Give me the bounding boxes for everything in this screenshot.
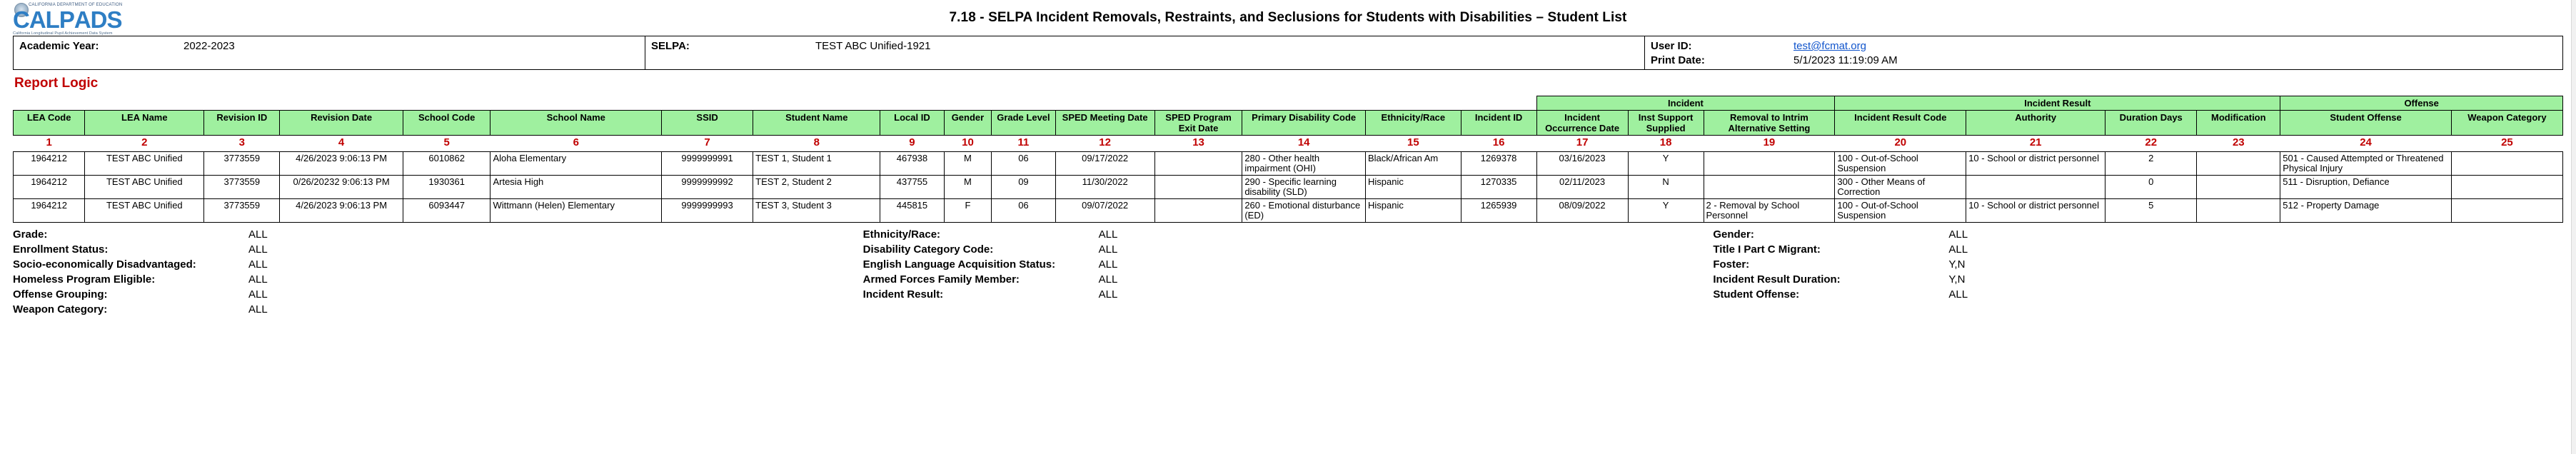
cell-student-name: TEST 2, Student 2 (753, 176, 880, 199)
cell-incident-result-code: 100 - Out-of-School Suspension (1835, 199, 1966, 223)
col-number-11: 11 (992, 136, 1055, 152)
cell-sped-program-exit-date (1154, 152, 1242, 176)
col-number-9: 9 (880, 136, 944, 152)
cell-sped-meeting-date: 09/17/2022 (1055, 152, 1154, 176)
col-number-12: 12 (1055, 136, 1154, 152)
cell-student-offense: 501 - Caused Attempted or Threatened Physical Injury (2280, 152, 2452, 176)
cell-ssid: 9999999991 (662, 152, 753, 176)
cell-gender: M (944, 176, 992, 199)
col-header-incident-result-code[interactable]: Incident Result Code (1835, 111, 1966, 136)
cell-school-code: 1930361 (403, 176, 490, 199)
cell-local-id: 445815 (880, 199, 944, 223)
report-info-band (13, 36, 2563, 70)
col-number-15: 15 (1366, 136, 1461, 152)
logo-word-main: CALP (13, 6, 74, 33)
col-header-lea-name[interactable]: LEA Name (85, 111, 204, 136)
cell-gender: F (944, 199, 992, 223)
cell-incident-result-code: 100 - Out-of-School Suspension (1835, 152, 1966, 176)
filter-row-title-i-part-c-migrant (1713, 242, 2549, 257)
col-header-modification[interactable]: Modification (2197, 111, 2280, 136)
col-number-13: 13 (1154, 136, 1242, 152)
filter-value-armed-forces-family-member: ALL (1098, 273, 1118, 286)
table-row[interactable] (14, 199, 2563, 223)
filter-value-homeless-program-eligible: ALL (248, 273, 268, 286)
filter-row-socio-economically-disadvantaged (13, 257, 849, 272)
col-header-incident-id[interactable]: Incident ID (1461, 111, 1536, 136)
cell-ssid: 9999999992 (662, 176, 753, 199)
filter-row-armed-forces-family-member (863, 272, 1699, 287)
user-id-label: User ID: (1651, 40, 1692, 52)
col-number-22: 22 (2105, 136, 2197, 152)
table-column-number-row (14, 136, 2563, 152)
cell-primary-disability-code: 260 - Emotional disturbance (ED) (1242, 199, 1366, 223)
logo-word-alt: ADS (74, 6, 122, 33)
cell-school-name: Artesia High (490, 176, 662, 199)
filter-row-incident-result (863, 287, 1699, 302)
filter-label-disability-category-code: Disability Category Code: (862, 243, 994, 256)
cell-modification (2197, 199, 2280, 223)
filter-label-socio-economically-disadvantaged: Socio-economically Disadvantaged: (13, 258, 196, 271)
group-header-incident: Incident (1536, 96, 1835, 111)
filter-row-enrollment-status (13, 242, 849, 257)
filter-column-2 (863, 227, 1714, 317)
col-header-sped-meeting-date[interactable]: SPED Meeting Date (1055, 111, 1154, 136)
col-header-school-code[interactable]: School Code (403, 111, 490, 136)
col-header-lea-code[interactable]: LEA Code (14, 111, 85, 136)
cell-revision-date: 4/26/2023 9:06:13 PM (280, 199, 403, 223)
col-number-24: 24 (2280, 136, 2452, 152)
col-header-revision-date[interactable]: Revision Date (280, 111, 403, 136)
col-header-primary-disability-code[interactable]: Primary Disability Code (1242, 111, 1366, 136)
filter-label-grade: Grade: (13, 228, 48, 241)
cell-modification (2197, 176, 2280, 199)
filter-row-homeless-program-eligible (13, 272, 849, 287)
selpa-value: TEST ABC Unified-1921 (815, 40, 931, 52)
col-number-18: 18 (1628, 136, 1704, 152)
col-header-gender[interactable]: Gender (944, 111, 992, 136)
cell-revision-id: 3773559 (204, 199, 280, 223)
page-title: 7.18 - SELPA Incident Removals, Restraints, and Seclusions for Students with Disabilities – Student List (949, 10, 1627, 25)
cell-primary-disability-code: 290 - Specific learning disability (SLD) (1242, 176, 1366, 199)
cell-incident-occurrence-date: 03/16/2023 (1536, 152, 1628, 176)
logo-wordmark (13, 8, 191, 31)
cell-incident-result-code: 300 - Other Means of Correction (1835, 176, 1966, 199)
cell-sped-program-exit-date (1154, 176, 1242, 199)
filter-label-enrollment-status: Enrollment Status: (13, 243, 109, 256)
col-header-ssid[interactable]: SSID (662, 111, 753, 136)
col-header-duration-days[interactable]: Duration Days (2105, 111, 2197, 136)
filter-value-ethnicity-race: ALL (1098, 228, 1118, 241)
col-header-school-name[interactable]: School Name (490, 111, 662, 136)
user-id-value (1793, 39, 2557, 54)
cell-incident-occurrence-date: 08/09/2022 (1536, 199, 1628, 223)
table-row[interactable] (14, 152, 2563, 176)
group-header-blank (14, 96, 1537, 111)
cell-student-offense: 512 - Property Damage (2280, 199, 2452, 223)
cell-authority: 10 - School or district personnel (1966, 152, 2105, 176)
cell-school-code: 6010862 (403, 152, 490, 176)
col-header-student-offense[interactable]: Student Offense (2280, 111, 2452, 136)
cell-school-name: Wittmann (Helen) Elementary (490, 199, 662, 223)
cell-lea-name: TEST ABC Unified (85, 152, 204, 176)
filter-column-1 (13, 227, 863, 317)
cell-inst-support-supplied: N (1628, 176, 1704, 199)
table-row[interactable] (14, 176, 2563, 199)
selpa-label: SELPA: (651, 40, 690, 52)
logo-department-line: CALIFORNIA DEPARTMENT OF EDUCATION (29, 3, 123, 7)
cell-duration-days: 0 (2105, 176, 2197, 199)
user-email-link[interactable]: test@fcmat.org (1793, 40, 1866, 52)
filter-label-ethnicity-race: Ethnicity/Race: (862, 228, 941, 241)
filter-row-offense-grouping (13, 287, 849, 302)
cell-ethnicity-race: Hispanic (1366, 176, 1461, 199)
filter-value-gender: ALL (1948, 228, 1968, 241)
cell-revision-id: 3773559 (204, 176, 280, 199)
filter-label-homeless-program-eligible: Homeless Program Eligible: (13, 273, 156, 286)
col-number-21: 21 (1966, 136, 2105, 152)
col-number-7: 7 (662, 136, 753, 152)
filter-label-armed-forces-family-member: Armed Forces Family Member: (862, 273, 1020, 286)
cell-authority (1966, 176, 2105, 199)
group-header-incident-result: Incident Result (1835, 96, 2280, 111)
filter-column-3 (1713, 227, 2563, 317)
info-cell-user (1645, 36, 2562, 69)
academic-year-value: 2022-2023 (183, 40, 235, 52)
table-column-header-row (14, 111, 2563, 136)
col-header-student-name[interactable]: Student Name (753, 111, 880, 136)
cell-removal-to-interim (1704, 176, 1835, 199)
filter-summary (13, 227, 2563, 317)
cell-sped-program-exit-date (1154, 199, 1242, 223)
col-number-16: 16 (1461, 136, 1536, 152)
print-date-value: 5/1/2023 11:19:09 AM (1793, 54, 1898, 66)
cell-student-name: TEST 3, Student 3 (753, 199, 880, 223)
cell-weapon-category (2451, 152, 2562, 176)
cell-lea-name: TEST ABC Unified (85, 176, 204, 199)
col-number-4: 4 (280, 136, 403, 152)
col-number-20: 20 (1835, 136, 1966, 152)
filter-label-offense-grouping: Offense Grouping: (13, 288, 108, 301)
filter-value-incident-result-duration: Y,N (1948, 273, 1966, 286)
cell-grade-level: 06 (992, 199, 1055, 223)
cell-sped-meeting-date: 11/30/2022 (1055, 176, 1154, 199)
filter-row-incident-result-duration (1713, 272, 2549, 287)
col-header-local-id[interactable]: Local ID (880, 111, 944, 136)
col-number-6: 6 (490, 136, 662, 152)
cell-local-id: 437755 (880, 176, 944, 199)
cell-sped-meeting-date: 09/07/2022 (1055, 199, 1154, 223)
filter-row-english-language-acquisition-status (863, 257, 1699, 272)
filter-row-student-offense (1713, 287, 2549, 302)
filter-label-incident-result-duration: Incident Result Duration: (1713, 273, 1841, 286)
academic-year-label: Academic Year: (19, 40, 99, 52)
col-number-19: 19 (1704, 136, 1835, 152)
cell-school-name: Aloha Elementary (490, 152, 662, 176)
cell-authority: 10 - School or district personnel (1966, 199, 2105, 223)
filter-value-disability-category-code: ALL (1098, 243, 1118, 256)
report-header (13, 0, 2563, 36)
cell-removal-to-interim (1704, 152, 1835, 176)
filter-value-foster: Y,N (1948, 258, 1966, 271)
col-number-17: 17 (1536, 136, 1628, 152)
col-number-25: 25 (2451, 136, 2562, 152)
cell-student-name: TEST 1, Student 1 (753, 152, 880, 176)
cell-incident-id: 1265939 (1461, 199, 1536, 223)
cell-ethnicity-race: Black/African Am (1366, 152, 1461, 176)
cell-local-id: 467938 (880, 152, 944, 176)
col-number-3: 3 (204, 136, 280, 152)
col-header-grade-level[interactable]: Grade Level (992, 111, 1055, 136)
cell-weapon-category (2451, 176, 2562, 199)
cell-incident-occurrence-date: 02/11/2023 (1536, 176, 1628, 199)
filter-row-disability-category-code (863, 242, 1699, 257)
cell-inst-support-supplied: Y (1628, 199, 1704, 223)
col-header-revision-id[interactable]: Revision ID (204, 111, 280, 136)
cell-revision-date: 0/26/20232 9:06:13 PM (280, 176, 403, 199)
col-number-1: 1 (14, 136, 85, 152)
report-logic-heading: Report Logic (14, 76, 99, 91)
print-date-label: Print Date: (1651, 54, 1705, 66)
filter-row-foster (1713, 257, 2549, 272)
filter-value-student-offense: ALL (1948, 288, 1968, 301)
filter-value-english-language-acquisition-status: ALL (1098, 258, 1118, 271)
cell-incident-id: 1270335 (1461, 176, 1536, 199)
cell-ethnicity-race: Hispanic (1366, 199, 1461, 223)
group-header-offense: Offense (2280, 96, 2563, 111)
filter-value-grade: ALL (248, 228, 268, 241)
col-number-5: 5 (403, 136, 490, 152)
cell-gender: M (944, 152, 992, 176)
cell-school-code: 6093447 (403, 199, 490, 223)
calpads-logo (13, 3, 191, 36)
cell-removal-to-interim: 2 - Removal by School Personnel (1704, 199, 1835, 223)
cell-primary-disability-code: 280 - Other health impairment (OHI) (1242, 152, 1366, 176)
filter-value-socio-economically-disadvantaged: ALL (248, 258, 268, 271)
col-number-23: 23 (2197, 136, 2280, 152)
col-number-10: 10 (944, 136, 992, 152)
col-number-14: 14 (1242, 136, 1366, 152)
filter-label-student-offense: Student Offense: (1713, 288, 1800, 301)
cell-revision-date: 4/26/2023 9:06:13 PM (280, 152, 403, 176)
cell-grade-level: 06 (992, 152, 1055, 176)
filter-row-weapon-category (13, 302, 849, 317)
col-header-inst-support-supplied[interactable]: Inst Support Supplied (1628, 111, 1704, 136)
col-number-8: 8 (753, 136, 880, 152)
filter-value-incident-result: ALL (1098, 288, 1118, 301)
col-header-ethnicity-race[interactable]: Ethnicity/Race (1366, 111, 1461, 136)
cell-ssid: 9999999993 (662, 199, 753, 223)
cell-incident-id: 1269378 (1461, 152, 1536, 176)
filter-label-gender: Gender: (1713, 228, 1754, 241)
filter-row-grade (13, 227, 849, 242)
page-scrollbar[interactable] (2571, 0, 2576, 454)
col-header-authority[interactable]: Authority (1966, 111, 2105, 136)
cell-revision-id: 3773559 (204, 152, 280, 176)
filter-label-title-i-part-c-migrant: Title I Part C Migrant: (1713, 243, 1821, 256)
info-cell-selpa (645, 36, 1645, 69)
filter-value-weapon-category: ALL (248, 303, 268, 316)
student-list-table (13, 96, 2563, 223)
filter-label-foster: Foster: (1713, 258, 1750, 271)
col-number-2: 2 (85, 136, 204, 152)
cell-student-offense: 511 - Disruption, Defiance (2280, 176, 2452, 199)
col-header-removal-to-interim[interactable]: Removal to Intrim Alternative Setting (1704, 111, 1835, 136)
filter-row-ethnicity-race (863, 227, 1699, 242)
cell-modification (2197, 152, 2280, 176)
logo-subtitle: California Longitudinal Pupil Achievement Data System (13, 31, 113, 36)
cell-lea-code: 1964212 (14, 152, 85, 176)
cell-grade-level: 09 (992, 176, 1055, 199)
col-header-incident-occurrence-date[interactable]: Incident Occurrence Date (1536, 111, 1628, 136)
filter-row-gender (1713, 227, 2549, 242)
filter-label-english-language-acquisition-status: English Language Acquisition Status: (862, 258, 1056, 271)
cell-lea-name: TEST ABC Unified (85, 199, 204, 223)
filter-label-weapon-category: Weapon Category: (13, 303, 108, 316)
cell-lea-code: 1964212 (14, 176, 85, 199)
cell-duration-days: 5 (2105, 199, 2197, 223)
col-header-weapon-category[interactable]: Weapon Category (2451, 111, 2562, 136)
cell-weapon-category (2451, 199, 2562, 223)
cell-inst-support-supplied: Y (1628, 152, 1704, 176)
filter-value-title-i-part-c-migrant: ALL (1948, 243, 1968, 256)
filter-label-incident-result: Incident Result: (862, 288, 944, 301)
cell-lea-code: 1964212 (14, 199, 85, 223)
info-cell-academic-year (14, 36, 645, 69)
cell-duration-days: 2 (2105, 152, 2197, 176)
table-group-header-row (14, 96, 2563, 111)
filter-value-enrollment-status: ALL (248, 243, 268, 256)
filter-value-offense-grouping: ALL (248, 288, 268, 301)
col-header-sped-program-exit-date[interactable]: SPED Program Exit Date (1154, 111, 1242, 136)
